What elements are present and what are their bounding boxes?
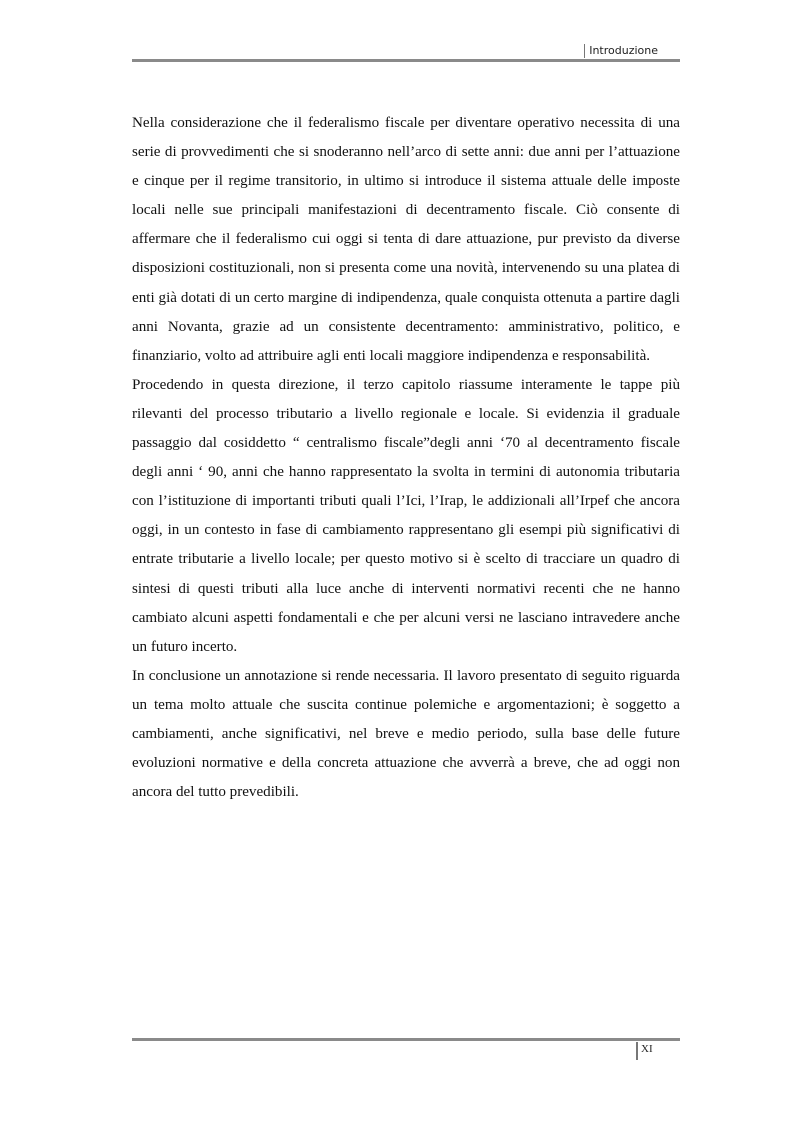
paragraph-conclusion: In conclusione un annotazione si rende necessaria. Il lavoro presentato di seguito riguarda un tema molto attuale che suscita continue polemiche e argomentazioni; è soggetto a cambiamenti, anche significativi, nel breve e medio periodo, sulla base delle future evoluzioni normative e della concreta attuazione che avverrà a breve, che ad oggi non ancora del tutto prevedibili. xyxy=(132,667,680,801)
page-footer xyxy=(132,1038,680,1064)
paragraph-federalism: Nella considerazione che il federalismo fiscale per diventare operativo necessita di una serie di provvedimenti che si snoderanno nell’arco di sette anni: due anni per l’attuazione e cinque per il regime transitorio, in ultimo si introduce il sistema attuale delle imposte locali nelle sue principali manifestazioni di decentramento fiscale. Ciò consente di affermare che il federalismo cui oggi si tenta di dare attuazione, pur previsto da diverse disposizioni costituzionali, non si presenta come una novità, intervenendo su una platea di enti già dotati di un certo margine di indipendenza, quale conquista ottenuta a partire dagli anni Novanta, grazie ad un consistente decentramento: amministrativo, politico, e finanziario, volto ad attribuire agli enti locali maggiore indipendenza e responsabilità. xyxy=(132,115,680,364)
page-number: XI xyxy=(636,1042,653,1060)
paragraph-third-chapter: Procedendo in questa direzione, il terzo capitolo riassume interamente le tappe più rilevanti del processo tributario a livello regionale e locale. Si evidenzia il graduale passaggio dal cosiddetto “ centralismo fiscale”degli anni ‘70 al decentramento fiscale degli anni ‘ 90, anni che hanno rappresentato la svolta in termini di autonomia tributaria con l’istituzione di importanti tributi quali l’Ici, l’Irap, le addizionali all’Irpef che ancora oggi, in un contesto in fase di cambiamento rappresentano gli esempi più significativi di entrate tributarie a livello locale; per questo motivo si è scelto di tracciare un quadro di sintesi di questi tributi alla luce anche di interventi normativi recenti che ne hanno cambiato alcuni aspetti fondamentali e che per alcuni versi ne lasciano intravedere anche un futuro incerto. xyxy=(132,376,680,655)
section-title: Introduzione xyxy=(584,44,658,58)
body-text xyxy=(132,109,680,807)
header-rule xyxy=(132,59,680,62)
footer-rule xyxy=(132,1038,680,1041)
page-header xyxy=(132,40,680,64)
